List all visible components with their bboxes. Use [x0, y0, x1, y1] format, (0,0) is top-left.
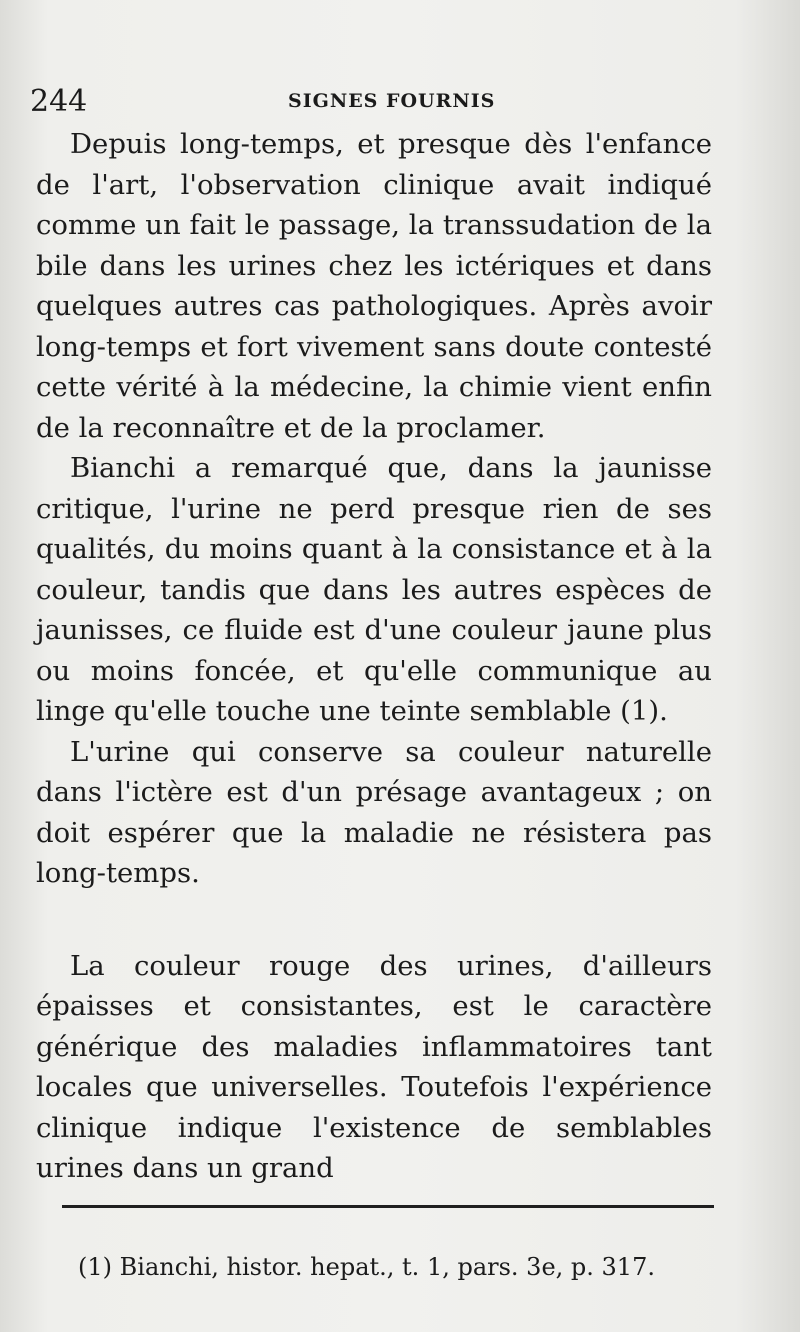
- main-text: [36, 124, 712, 1189]
- footnote-divider: [62, 1205, 714, 1208]
- paragraph-2: Bianchi a remarqué que, dans la jaunisse critique, l'urine ne perd presque rien de ses qualités, du moins quant à la consistance et à la couleur, tandis que dans les autres espèces de jaunisses, ce fluide est d'une couleur jaune plus ou moins foncée, et qu'elle communique au linge qu'elle touche une teinte semblable (1).: [36, 452, 712, 727]
- page-number: 244: [30, 84, 88, 119]
- paragraph-3: L'urine qui conserve sa couleur naturelle dans l'ictère est d'un présage avantageux ; on doit espérer que la maladie ne résistera pas long-temps.: [36, 735, 712, 889]
- paragraph-4: La couleur rouge des urines, d'ailleurs épaisses et consistantes, est le caractère générique des maladies inflammatoires tant locales que universelles. Toutefois l'expérience clinique indique l'existence de semblables urines dans un grand: [36, 949, 712, 1184]
- footnote: (1) Bianchi, histor. hepat., t. 1, pars. 3e, p. 317.: [78, 1253, 655, 1281]
- running-head: SIGNES FOURNIS: [288, 90, 496, 112]
- paragraph-1: Depuis long-temps, et presque dès l'enfance de l'art, l'observation clinique avait indiqué comme un fait le passage, la transsudation de la bile dans les urines chez les ictériques et dans quelques autres cas pathologiques. Après avoir long-temps et fort vivement sans doute contesté cette vérité à la médecine, la chimie vient enfin de la reconnaître et de la proclamer.: [36, 128, 712, 444]
- paragraph-gap: [36, 894, 712, 946]
- page-header: [30, 82, 730, 122]
